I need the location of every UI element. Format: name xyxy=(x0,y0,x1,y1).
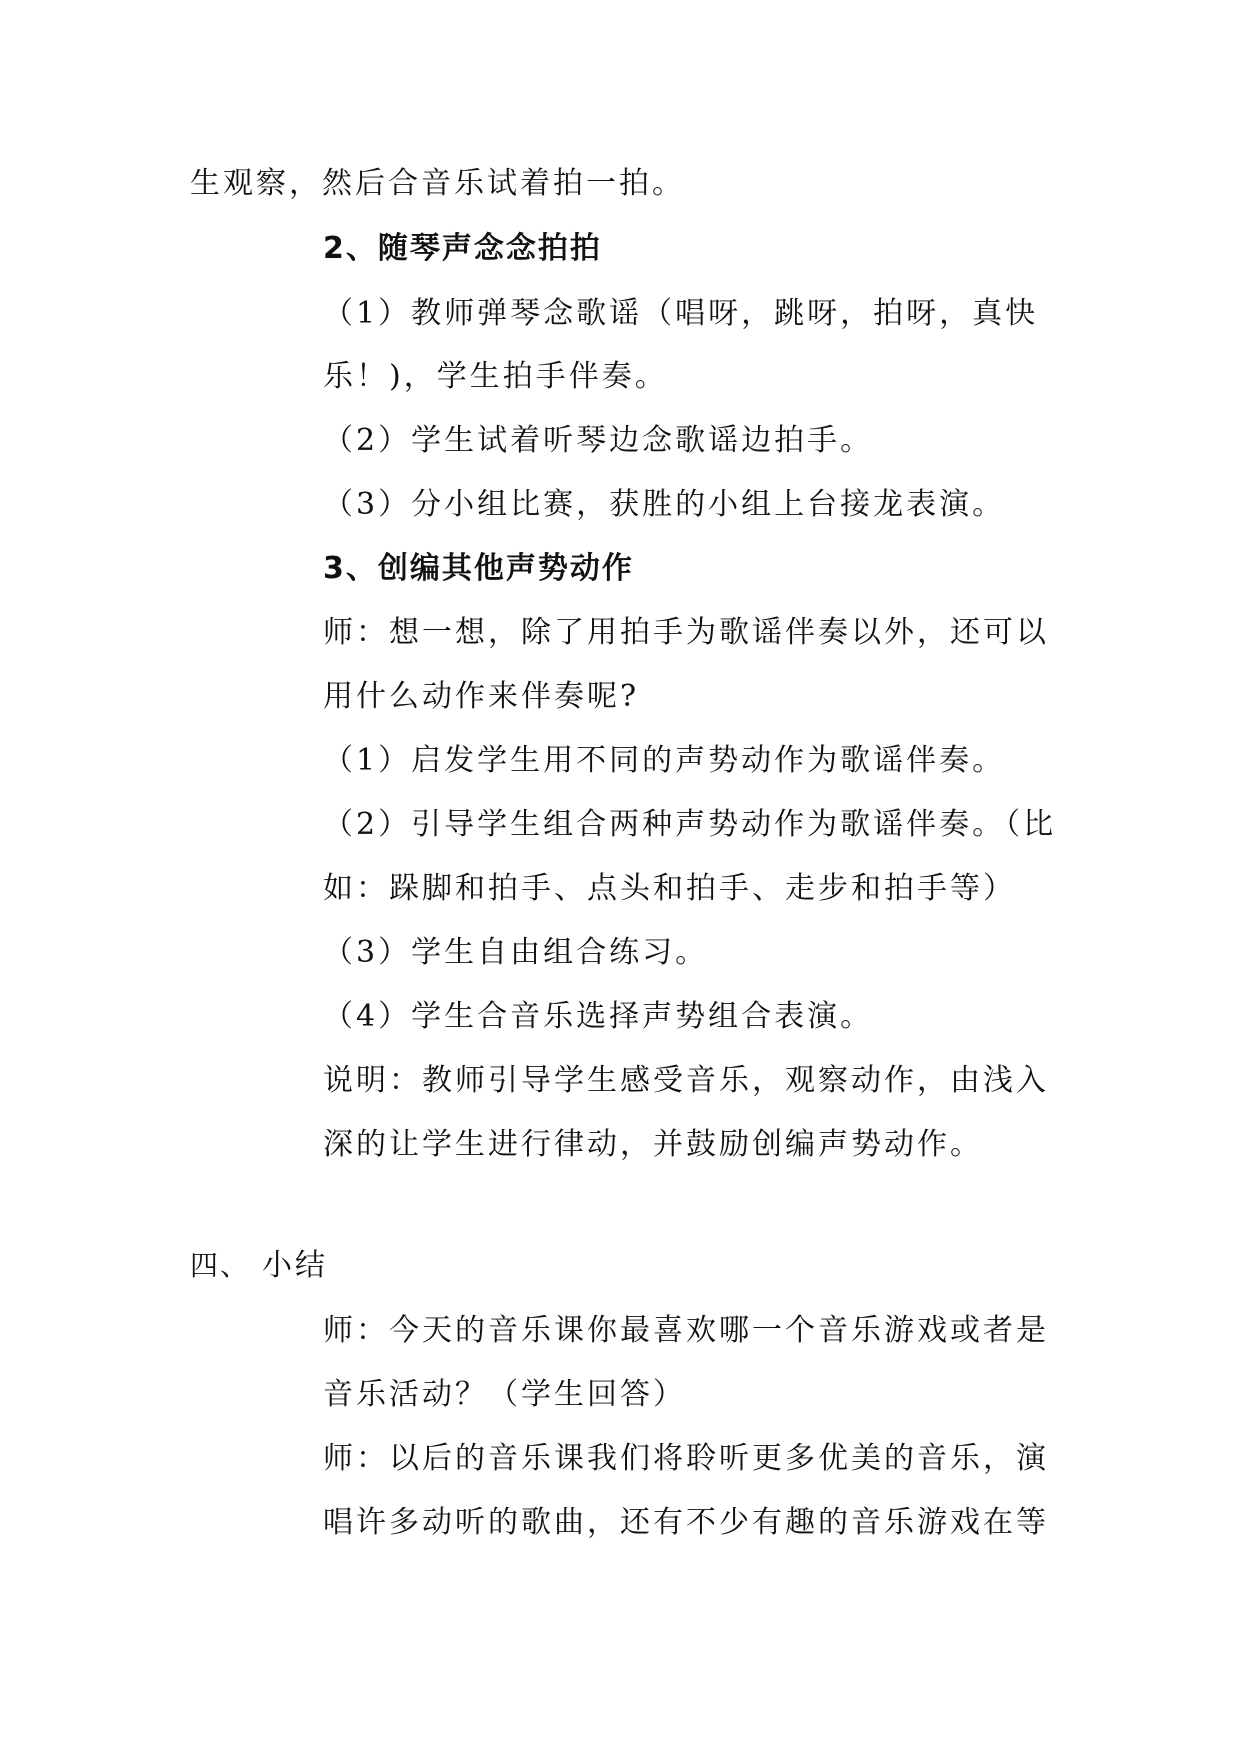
subheading-3: 3、创编其他声势动作 xyxy=(323,551,634,586)
paragraph-line: 深的让学生进行律动，并鼓励创编声势动作。 xyxy=(323,1127,983,1162)
section-title: 小结 xyxy=(262,1248,328,1283)
paragraph-line: 乐！)，学生拍手伴奏。 xyxy=(323,359,668,394)
paragraph-line: （1）教师弹琴念歌谣（唱呀，跳呀，拍呀，真快 xyxy=(323,296,1039,331)
paragraph-line: （4）学生合音乐选择声势组合表演。 xyxy=(323,999,874,1034)
paragraph-line: （3）学生自由组合练习。 xyxy=(323,935,709,970)
paragraph-line: 师：以后的音乐课我们将聆听更多优美的音乐，演 xyxy=(323,1441,1049,1476)
section-number: 四、 xyxy=(190,1249,251,1282)
paragraph-line: 唱许多动听的歌曲，还有不少有趣的音乐游戏在等 xyxy=(323,1505,1049,1540)
paragraph-line: 音乐活动？（学生回答） xyxy=(323,1377,686,1412)
paragraph-line: 师：想一想，除了用拍手为歌谣伴奏以外，还可以 xyxy=(323,615,1049,650)
paragraph-line: （3）分小组比赛，获胜的小组上台接龙表演。 xyxy=(323,487,1006,522)
paragraph-line: 用什么动作来伴奏呢? xyxy=(323,679,640,714)
paragraph-line: 师：今天的音乐课你最喜欢哪一个音乐游戏或者是 xyxy=(323,1313,1049,1348)
paragraph-line: （1）启发学生用不同的声势动作为歌谣伴奏。 xyxy=(323,743,1006,778)
paragraph-line: （2）学生试着听琴边念歌谣边拍手。 xyxy=(323,423,874,458)
paragraph-line: （2）引导学生组合两种声势动作为歌谣伴奏。（比 xyxy=(323,807,1057,842)
paragraph-line: 说明：教师引导学生感受音乐，观察动作，由浅入 xyxy=(323,1063,1049,1098)
paragraph-line: 生观察，然后合音乐试着拍一拍。 xyxy=(190,166,685,201)
subheading-2: 2、随琴声念念拍拍 xyxy=(323,231,602,266)
paragraph-line: 如：跺脚和拍手、点头和拍手、走步和拍手等） xyxy=(323,871,1016,906)
